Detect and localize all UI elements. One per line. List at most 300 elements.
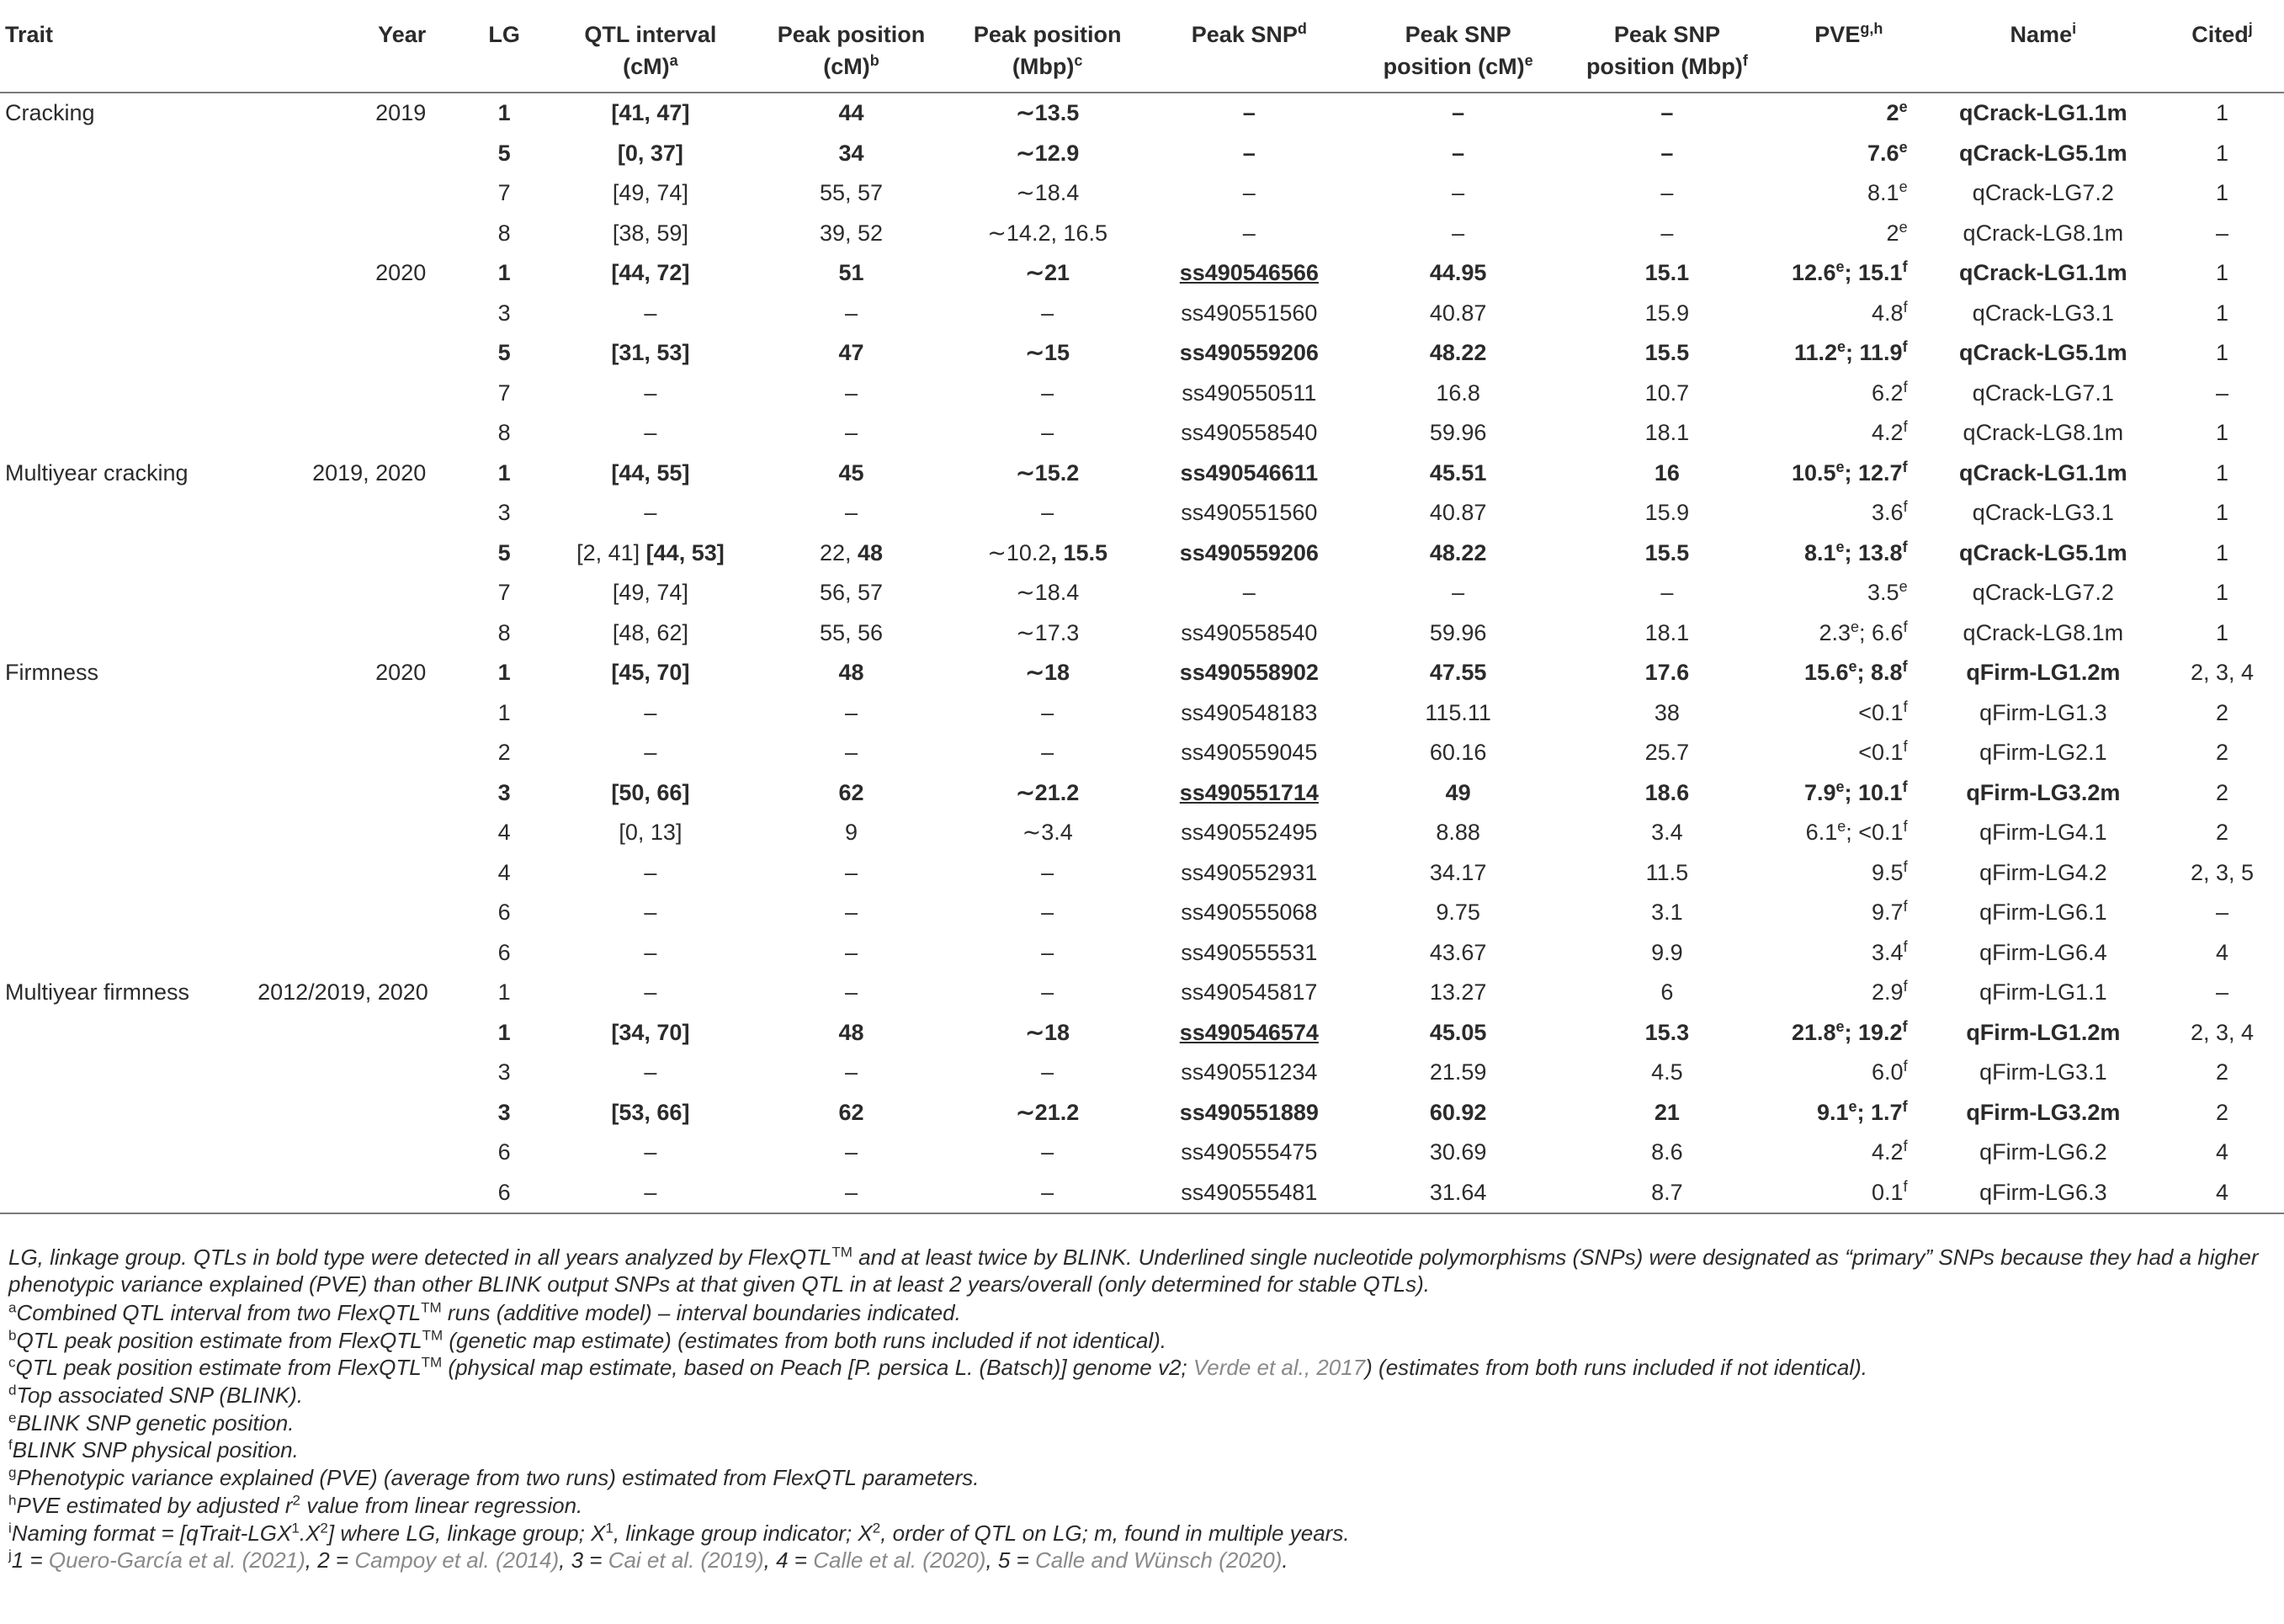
year-cell xyxy=(252,374,459,414)
pve-cell: 3.6$^f$ xyxy=(1872,498,1908,525)
table-row xyxy=(0,933,2284,974)
pve-cell: 2e xyxy=(1886,98,1908,125)
cited-cell: 2 xyxy=(2216,1059,2229,1085)
pve-cell: 10.5e; 12.7$^f$ xyxy=(1791,458,1908,486)
trait-cell xyxy=(0,613,252,654)
snp-cm-cell: 31.64 xyxy=(1353,1173,1562,1214)
lg-cell: 3 xyxy=(497,779,511,805)
snp-mbp-cell: – xyxy=(1660,180,1674,205)
table-row xyxy=(0,813,2284,853)
snp-cm-cell: – xyxy=(1452,140,1465,166)
pve-cell: 3.5e xyxy=(1867,578,1908,605)
pve-cell: <0.1$^f$ xyxy=(1858,698,1908,725)
peak-mbp-cell: ∼3.4 xyxy=(1022,820,1073,845)
qtl-interval-cell: [31, 53] xyxy=(611,340,690,365)
qtl-name-cell: qCrack-LG1.1m xyxy=(1959,100,2127,125)
year-cell xyxy=(252,853,459,894)
peak-snp-cell: ss490545817 xyxy=(1181,979,1318,1005)
pve-cell: 4.2$^f$ xyxy=(1872,418,1908,445)
year-cell xyxy=(252,773,459,814)
snp-cm-cell: 60.16 xyxy=(1429,740,1487,765)
lg-cell: 7 xyxy=(497,580,511,605)
cited-cell: 1 xyxy=(2216,140,2229,166)
peak-cm-cell: 9 xyxy=(844,820,858,845)
peak-mbp-cell: – xyxy=(1041,859,1054,885)
snp-cm-cell: 34.17 xyxy=(1429,859,1487,885)
peak-mbp-cell: ∼18.4 xyxy=(1016,580,1080,605)
snp-mbp-cell: 38 xyxy=(1654,699,1680,725)
peak-snp-cell: ss490558540 xyxy=(1181,619,1318,645)
snp-cm-cell: – xyxy=(1452,220,1465,246)
table-row xyxy=(0,1133,2284,1173)
trait-cell xyxy=(0,493,252,533)
qtl-name-cell: qCrack-LG8.1m xyxy=(1963,420,2124,445)
cited-cell: – xyxy=(2216,900,2229,925)
pve-cell: 9.1e; 1.7$^f$ xyxy=(1816,1097,1908,1125)
table-row xyxy=(0,374,2284,414)
header-cited: Cited$^j$ xyxy=(2160,5,2284,93)
qtl-name-cell: qFirm-LG1.1 xyxy=(1979,979,2107,1005)
lg-cell: 7 xyxy=(497,180,511,205)
qtl-interval-cell: [0, 37] xyxy=(617,140,683,166)
peak-snp-cell: ss490546611 xyxy=(1180,459,1319,486)
peak-mbp-cell: ∼21.2 xyxy=(1016,1099,1080,1125)
table-row xyxy=(0,134,2284,174)
header-peak-snp: Peak SNP$^d$ xyxy=(1145,5,1353,93)
peak-mbp-cell: – xyxy=(1041,740,1054,765)
cited-cell: – xyxy=(2216,379,2229,406)
peak-cm-cell: 62 xyxy=(838,1099,864,1125)
table-row xyxy=(0,493,2284,533)
qtl-name-cell: qCrack-LG3.1 xyxy=(1972,300,2114,326)
trait-cell xyxy=(0,294,252,334)
table-body xyxy=(0,93,2284,1213)
year-cell xyxy=(252,573,459,613)
peak-snp-cell: ss490546566 xyxy=(1179,260,1319,285)
pve-cell: 6.2$^f$ xyxy=(1872,378,1908,406)
table-row xyxy=(0,693,2284,734)
footnote-a: $^a$Combined QTL interval from two FlexQTL™ runs (additive model) – interval boundaries indicated. xyxy=(8,1299,961,1325)
peak-cm-cell: – xyxy=(844,699,858,725)
lg-cell: 6 xyxy=(497,900,511,925)
lg-cell: 3 xyxy=(497,1059,511,1085)
year-cell: 2020 xyxy=(375,260,427,285)
qtl-interval-cell: – xyxy=(644,500,657,525)
peak-mbp-cell: – xyxy=(1041,1059,1054,1085)
qtl-name-cell: qFirm-LG4.2 xyxy=(1979,859,2107,885)
snp-mbp-cell: 11.5 xyxy=(1645,859,1689,885)
lg-cell: 8 xyxy=(497,619,511,645)
lg-cell: 1 xyxy=(497,979,511,1005)
trait-cell xyxy=(0,813,252,853)
snp-mbp-cell: 18.1 xyxy=(1644,420,1690,445)
snp-mbp-cell: 15.9 xyxy=(1644,500,1690,525)
snp-mbp-cell: 21 xyxy=(1654,1099,1680,1125)
peak-snp-cell: ss490559206 xyxy=(1179,340,1319,365)
pve-cell: 11.2e; 11.9$^f$ xyxy=(1793,338,1908,365)
qtl-name-cell: qCrack-LG7.2 xyxy=(1972,580,2114,605)
snp-cm-cell: – xyxy=(1452,100,1465,125)
qtl-interval-cell: [48, 62] xyxy=(612,619,688,645)
snp-cm-cell: 9.75 xyxy=(1436,900,1480,925)
footnote-b: $^b$QTL peak position estimate from FlexQTL™ (genetic map estimate) (estimates from both runs included if not identical). xyxy=(8,1327,1166,1353)
peak-mbp-cell: – xyxy=(1041,300,1054,326)
qtl-interval-cell: – xyxy=(644,1059,657,1085)
table-row xyxy=(0,893,2284,933)
qtl-name-cell: qCrack-LG8.1m xyxy=(1963,220,2124,246)
footnote-c: $^c$QTL peak position estimate from FlexQTL™ (physical map estimate, based on Peach [P. persica L. (Batsch)] genome v2; Verde et al., 2017) (estimates from both runs included if not identical). xyxy=(8,1354,1867,1381)
snp-mbp-cell: 4.5 xyxy=(1651,1059,1683,1085)
pve-cell: 6.1$^e$; <0.1$^f$ xyxy=(1805,818,1908,845)
header-snp-cm: Peak SNP position (cM)$^e$ xyxy=(1353,5,1562,93)
snp-cm-cell: 16.8 xyxy=(1436,379,1480,406)
peak-cm-cell: – xyxy=(844,979,858,1005)
snp-cm-cell: 45.05 xyxy=(1429,1019,1487,1045)
year-cell xyxy=(252,1013,459,1053)
snp-cm-cell: 60.92 xyxy=(1429,1099,1487,1125)
lg-cell: 3 xyxy=(497,300,511,326)
snp-mbp-cell: – xyxy=(1660,580,1674,605)
snp-mbp-cell: 8.6 xyxy=(1651,1139,1683,1165)
qtl-interval-cell: [49, 74] xyxy=(612,580,688,605)
cited-cell: 2 xyxy=(2216,779,2229,805)
cited-cell: 1 xyxy=(2216,100,2229,125)
table-row xyxy=(0,653,2284,693)
table-header-row xyxy=(0,5,2284,93)
trait-cell xyxy=(0,573,252,613)
year-cell xyxy=(252,1053,459,1093)
qtl-interval-cell: [45, 70] xyxy=(611,660,690,685)
peak-cm-cell: 47 xyxy=(838,340,864,365)
trait-cell xyxy=(0,1133,252,1173)
year-cell xyxy=(252,533,459,574)
footnote-d: $^d$Top associated SNP (BLINK). xyxy=(8,1382,304,1409)
trait-cell xyxy=(0,1173,252,1214)
peak-cm-cell: 34 xyxy=(838,140,864,166)
snp-cm-cell: 47.55 xyxy=(1429,660,1487,685)
qtl-interval-cell: [38, 59] xyxy=(612,220,688,246)
qtl-table xyxy=(0,5,2284,1214)
table-row xyxy=(0,613,2284,654)
peak-mbp-cell: ∼17.3 xyxy=(1016,619,1080,645)
year-cell xyxy=(252,1093,459,1133)
lg-cell: 3 xyxy=(497,500,511,525)
footnote-main: LG, linkage group. QTLs in bold type were detected in all years analyzed by FlexQTL™ and at least twice by BLINK. Underlined single nucleotide polymorphisms (SNPs) were designated as “primary” SNPs because they had a higher phenotypic variance explained (PVE) than other BLINK output SNPs at that given QTL in at least 2 years/overall (only determined for stable QTLs). xyxy=(8,1244,2259,1297)
peak-snp-cell: ss490559206 xyxy=(1179,539,1319,565)
qtl-interval-cell: [2, 41] [44, 53] xyxy=(576,539,725,565)
lg-cell: 5 xyxy=(497,140,511,166)
footnote-f: $^f$BLINK SNP physical position. xyxy=(8,1436,299,1463)
table-row xyxy=(0,214,2284,254)
year-cell: 2019, 2020 xyxy=(312,459,427,486)
qtl-interval-cell: – xyxy=(644,1139,657,1165)
lg-cell: 6 xyxy=(497,939,511,965)
peak-cm-cell: 48 xyxy=(838,1019,864,1045)
peak-mbp-cell: ∼21.2 xyxy=(1016,779,1080,805)
lg-cell: 5 xyxy=(497,539,511,565)
cited-cell: – xyxy=(2216,979,2229,1005)
qtl-interval-cell: – xyxy=(644,300,657,326)
peak-mbp-cell: – xyxy=(1041,1139,1054,1165)
trait-cell: Multiyear cracking xyxy=(5,459,189,486)
table-row xyxy=(0,1053,2284,1093)
lg-cell: 1 xyxy=(497,100,511,125)
trait-cell xyxy=(0,134,252,174)
year-cell xyxy=(252,413,459,454)
peak-snp-cell: ss490551560 xyxy=(1181,300,1318,326)
pve-cell: 15.6e; 8.8$^f$ xyxy=(1803,658,1908,685)
cited-cell: 4 xyxy=(2160,1173,2284,1214)
peak-cm-cell: – xyxy=(844,1059,858,1085)
trait-cell xyxy=(0,253,252,294)
header-peak-mbp: Peak position (Mbp)$^c$ xyxy=(950,5,1145,93)
table-row xyxy=(0,413,2284,454)
table-row xyxy=(0,853,2284,894)
peak-mbp-cell: – xyxy=(1041,500,1054,525)
trait-cell xyxy=(0,1053,252,1093)
peak-snp-cell: ss490548183 xyxy=(1181,699,1318,725)
pve-cell: 4.8$^f$ xyxy=(1872,298,1908,326)
peak-snp-cell: ss490551560 xyxy=(1181,500,1318,525)
peak-cm-cell: – xyxy=(844,1139,858,1165)
pve-cell: 2.3e; 6.6$^f$ xyxy=(1819,618,1908,645)
header-snp-mbp: Peak SNP position (Mbp)$^f$ xyxy=(1563,5,1771,93)
qtl-interval-cell: [34, 70] xyxy=(611,1019,690,1045)
header-trait: Trait xyxy=(0,5,252,93)
peak-snp-cell: – xyxy=(1242,220,1256,246)
qtl-interval-cell: – xyxy=(549,1173,752,1214)
header-year: Year xyxy=(252,5,459,93)
cited-cell: 1 xyxy=(2216,619,2229,645)
peak-cm-cell: 55, 57 xyxy=(819,180,884,205)
trait-cell: Cracking xyxy=(5,100,95,125)
qtl-interval-cell: [44, 55] xyxy=(611,459,690,486)
snp-cm-cell: 13.27 xyxy=(1429,979,1487,1005)
year-cell xyxy=(252,134,459,174)
footnote-i: $^i$Naming format = $[qTrait-LGX^1.X^2]$ where LG, linkage group; $X^1$, linkage group indicator; $X^2$, order of QTL on LG; m, found in multiple years. xyxy=(8,1519,1350,1546)
pve-cell: <0.1$^f$ xyxy=(1858,738,1908,765)
peak-snp-cell: ss490559045 xyxy=(1181,740,1318,765)
snp-mbp-cell: 15.5 xyxy=(1644,539,1690,565)
snp-mbp-cell: 17.6 xyxy=(1644,660,1690,685)
year-cell xyxy=(252,933,459,974)
trait-cell xyxy=(0,1093,252,1133)
qtl-interval-cell: [53, 66] xyxy=(611,1099,690,1125)
cited-cell: 2 xyxy=(2216,740,2229,765)
lg-cell: 1 xyxy=(497,1019,511,1045)
trait-cell xyxy=(0,214,252,254)
snp-cm-cell: 45.51 xyxy=(1429,459,1487,486)
trait-cell xyxy=(0,693,252,734)
cited-cell: 1 xyxy=(2216,580,2229,605)
peak-snp-cell: – xyxy=(1242,180,1256,205)
qtl-name-cell: qFirm-LG2.1 xyxy=(1979,740,2107,765)
peak-cm-cell: 62 xyxy=(838,779,864,805)
snp-cm-cell: 44.95 xyxy=(1429,260,1487,285)
qtl-name-cell: qFirm-LG3.2m xyxy=(1966,1099,2121,1125)
header-lg: LG xyxy=(459,5,549,93)
peak-snp-cell: ss490550511 xyxy=(1182,379,1317,406)
snp-cm-cell: 40.87 xyxy=(1429,300,1487,326)
peak-snp-cell: ss490551234 xyxy=(1181,1059,1318,1085)
peak-mbp-cell: – xyxy=(1041,979,1054,1005)
peak-snp-cell: ss490555068 xyxy=(1181,900,1318,925)
table-row xyxy=(0,173,2284,214)
peak-mbp-cell: ∼13.5 xyxy=(1016,100,1080,125)
peak-snp-cell: ss490551714 xyxy=(1179,779,1319,805)
year-cell xyxy=(252,813,459,853)
peak-snp-cell: – xyxy=(1242,140,1256,166)
pve-cell: 2e xyxy=(1886,218,1908,246)
table-row xyxy=(0,1093,2284,1133)
peak-cm-cell: – xyxy=(844,500,858,525)
qtl-name-cell: qFirm-LG3.2m xyxy=(1966,779,2121,805)
peak-snp-cell: ss490558540 xyxy=(1181,420,1318,445)
peak-mbp-cell: ∼15 xyxy=(1025,340,1070,365)
pve-cell: 6.0$^f$ xyxy=(1872,1058,1908,1085)
year-cell xyxy=(252,1173,459,1214)
qtl-interval-cell: – xyxy=(644,859,657,885)
pve-cell: 0.1$^f$ xyxy=(1771,1173,1926,1214)
cited-cell: 1 xyxy=(2216,459,2229,486)
lg-cell: 1 xyxy=(497,260,511,285)
snp-mbp-cell: 6 xyxy=(1660,979,1674,1005)
peak-cm-cell: – xyxy=(844,740,858,765)
trait-cell xyxy=(0,1013,252,1053)
trait-cell xyxy=(0,933,252,974)
peak-mbp-cell: – xyxy=(1041,939,1054,965)
year-cell: 2020 xyxy=(375,660,427,685)
qtl-interval-cell: [50, 66] xyxy=(611,779,690,805)
pve-cell: 9.7$^f$ xyxy=(1872,898,1908,925)
snp-cm-cell: 43.67 xyxy=(1429,939,1487,965)
snp-cm-cell: 48.22 xyxy=(1429,340,1487,365)
peak-cm-cell: – xyxy=(844,300,858,326)
qtl-name-cell: qCrack-LG7.1 xyxy=(1972,379,2114,406)
footnote-h: $^h$PVE estimated by adjusted $r^2$ value from linear regression. xyxy=(8,1492,583,1518)
qtl-interval-cell: [44, 72] xyxy=(611,260,690,285)
peak-cm-cell: 55, 56 xyxy=(819,619,884,645)
year-cell xyxy=(252,1133,459,1173)
peak-cm-cell: 51 xyxy=(838,260,864,285)
year-cell: 2012/2019, 2020 xyxy=(258,979,428,1005)
lg-cell: 7 xyxy=(497,379,511,406)
snp-mbp-cell: 3.1 xyxy=(1651,900,1683,925)
snp-cm-cell: 21.59 xyxy=(1429,1059,1487,1085)
snp-mbp-cell: 15.9 xyxy=(1644,300,1690,326)
snp-cm-cell: – xyxy=(1452,180,1465,205)
peak-snp-cell: ss490558902 xyxy=(1179,660,1319,685)
qtl-interval-cell: – xyxy=(644,420,657,445)
qtl-name-cell: qFirm-LG1.2m xyxy=(1966,660,2121,685)
lg-cell: 5 xyxy=(497,340,511,365)
trait-cell xyxy=(0,533,252,574)
qtl-interval-cell: – xyxy=(644,379,657,406)
peak-cm-cell: 39, 52 xyxy=(819,220,884,246)
peak-mbp-cell: – xyxy=(1041,900,1054,925)
lg-cell: 1 xyxy=(497,459,511,486)
qtl-name-cell: qFirm-LG6.3 xyxy=(1926,1173,2161,1214)
snp-cm-cell: 8.88 xyxy=(1436,820,1480,845)
cited-cell: 2, 3, 4 xyxy=(2191,660,2255,685)
snp-mbp-cell: 9.9 xyxy=(1651,939,1683,965)
pve-cell: 8.1e xyxy=(1867,178,1908,205)
peak-cm-cell: 48 xyxy=(838,660,864,685)
snp-mbp-cell: 15.5 xyxy=(1644,340,1690,365)
snp-mbp-cell: 25.7 xyxy=(1644,740,1690,765)
qtl-name-cell: qCrack-LG7.2 xyxy=(1972,180,2114,205)
header-qtl-interval: QTL interval (cM)$^a$ xyxy=(549,5,752,93)
cited-cell: 2 xyxy=(2216,1099,2229,1125)
pve-cell: 7.9e; 10.1$^f$ xyxy=(1803,778,1908,805)
peak-mbp-cell: – xyxy=(950,1173,1145,1214)
qtl-interval-cell: – xyxy=(644,979,657,1005)
qtl-name-cell: qCrack-LG5.1m xyxy=(1959,539,2127,565)
footnote-j: $^j$1 = Quero-García et al. (2021), 2 = Campoy et al. (2014), 3 = Cai et al. (2019), 4 = Calle et al. (2020), 5 = Calle and Wünsch (2020). xyxy=(8,1547,1288,1574)
cited-cell: 2 xyxy=(2216,699,2229,725)
table-row xyxy=(0,573,2284,613)
snp-cm-cell: 49 xyxy=(1445,779,1471,805)
snp-mbp-cell: 18.6 xyxy=(1644,779,1690,805)
cited-cell: 1 xyxy=(2216,260,2229,285)
cited-cell: 2, 3, 5 xyxy=(2191,859,2255,885)
qtl-name-cell: qCrack-LG3.1 xyxy=(1972,500,2114,525)
qtl-interval-cell: – xyxy=(644,900,657,925)
peak-cm-cell: – xyxy=(844,420,858,445)
trait-cell xyxy=(0,773,252,814)
lg-cell: 6 xyxy=(497,1139,511,1165)
table-row xyxy=(0,733,2284,773)
table-row xyxy=(0,773,2284,814)
table-row xyxy=(0,294,2284,334)
year-cell xyxy=(252,173,459,214)
qtl-interval-cell: – xyxy=(644,939,657,965)
year-cell xyxy=(252,733,459,773)
snp-cm-cell: 48.22 xyxy=(1429,539,1487,565)
trait-cell: Multiyear firmness xyxy=(5,979,190,1005)
table-row xyxy=(0,533,2284,574)
trait-cell xyxy=(0,173,252,214)
snp-cm-cell: 59.96 xyxy=(1429,619,1487,645)
lg-cell: 6 xyxy=(459,1173,549,1214)
year-cell xyxy=(252,294,459,334)
qtl-interval-cell: – xyxy=(644,699,657,725)
qtl-name-cell: qCrack-LG8.1m xyxy=(1963,619,2124,645)
table-row xyxy=(0,1013,2284,1053)
peak-mbp-cell: ∼10.2, 15.5 xyxy=(987,539,1108,565)
pve-cell: 2.9$^f$ xyxy=(1872,978,1908,1005)
snp-mbp-cell: – xyxy=(1660,100,1674,125)
cited-cell: 1 xyxy=(2216,539,2229,565)
snp-mbp-cell: 18.1 xyxy=(1644,619,1690,645)
snp-mbp-cell: 8.7 xyxy=(1563,1173,1771,1214)
peak-snp-cell: ss490546574 xyxy=(1179,1019,1319,1045)
lg-cell: 4 xyxy=(497,820,511,845)
qtl-name-cell: qFirm-LG1.2m xyxy=(1966,1019,2121,1045)
lg-cell: 8 xyxy=(497,220,511,246)
peak-mbp-cell: ∼12.9 xyxy=(1016,140,1080,166)
table-footnotes xyxy=(8,1244,2272,1574)
lg-cell: 1 xyxy=(497,699,511,725)
table-row xyxy=(0,973,2284,1013)
lg-cell: 8 xyxy=(497,420,511,445)
qtl-name-cell: qFirm-LG4.1 xyxy=(1979,820,2107,845)
year-cell xyxy=(252,493,459,533)
snp-cm-cell: 30.69 xyxy=(1429,1139,1487,1165)
header-pve: PVE$^{g,h}$ xyxy=(1771,5,1926,93)
trait-cell xyxy=(0,413,252,454)
snp-cm-cell: 115.11 xyxy=(1425,699,1491,725)
